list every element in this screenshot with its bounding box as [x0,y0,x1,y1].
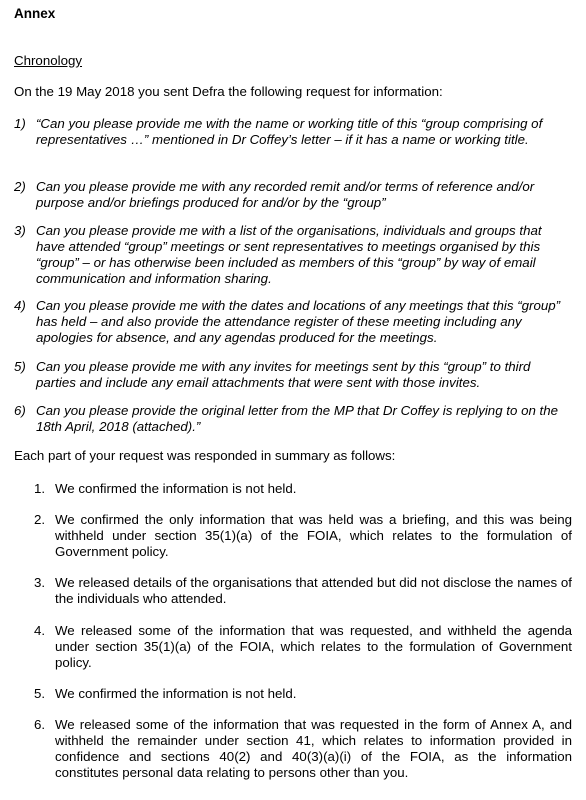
response-text: We released some of the information that was requested, and withheld the agenda under section 35(1)(a) of the FOIA, which relates to the formulation of Government policy. [55,623,572,670]
response-text: We confirmed the information is not held. [55,481,297,496]
request-number: 5) [14,359,26,374]
request-number: 6) [14,403,26,418]
request-item [14,223,564,287]
request-number: 1) [14,116,26,131]
response-item [34,623,572,671]
request-text: Can you please provide me with any recorded remit and/or terms of reference and/or purpose and/or briefings produced for and/or by the “group” [36,179,535,210]
response-text: We confirmed the information is not held. [55,686,297,701]
response-item [34,512,572,560]
request-number: 4) [14,298,26,313]
response-number: 4. [34,623,46,638]
request-text: Can you please provide the original letter from the MP that Dr Coffey is replying to on the 18th April, 2018 (attached).” [36,403,559,434]
response-text: We confirmed the only information that was held was a briefing, and this was being withheld under section 35(1)(a) of the FOIA, which relates to the formulation of Government policy. [55,512,572,559]
request-item [14,116,564,148]
response-number: 5. [34,686,46,701]
intro-paragraph: On the 19 May 2018 you sent Defra the following request for information: [14,84,443,99]
request-item [14,359,564,391]
request-number: 3) [14,223,26,238]
response-item [34,686,572,702]
request-item [14,298,564,346]
response-text: We released some of the information that was requested in the form of Annex A, and withheld the remainder under section 41, which relates to information provided in confidence and sections 40(2) and 40(3)(a)(i) of the FOIA, as the information constitutes personal data relating to persons other than you. [55,717,572,780]
summary-intro: Each part of your request was responded in summary as follows: [14,448,396,463]
response-number: 2. [34,512,46,527]
request-text: Can you please provide me with a list of the organisations, individuals and groups that have attended “group” meetings or sent representatives to meetings organised by this “group” – or has otherwise been included as members of this “group” by way of email communication and information sharing. [36,223,542,286]
request-number: 2) [14,179,26,194]
page-heading: Annex [14,6,56,21]
response-number: 3. [34,575,46,590]
request-item [14,403,564,435]
request-text: Can you please provide me with any invites for meetings sent by this “group” to third parties and include any email attachments that were sent with those invites. [36,359,531,390]
response-number: 6. [34,717,46,732]
response-item [34,575,572,607]
response-item [34,481,572,497]
response-text: We released details of the organisations that attended but did not disclose the names of the individuals who attended. [55,575,572,606]
request-item [14,179,564,211]
request-text: Can you please provide me with the dates and locations of any meetings that this “group” has held – and also provide the attendance register of these meeting including any apologies for absence, and any agendas produced for the meetings. [36,298,561,345]
request-text: “Can you please provide me with the name or working title of this “group comprising of representatives …” mentioned in Dr Coffey’s letter – if it has a name or working title. [36,116,543,147]
section-title: Chronology [14,53,83,68]
response-item [34,717,572,781]
response-number: 1. [34,481,46,496]
